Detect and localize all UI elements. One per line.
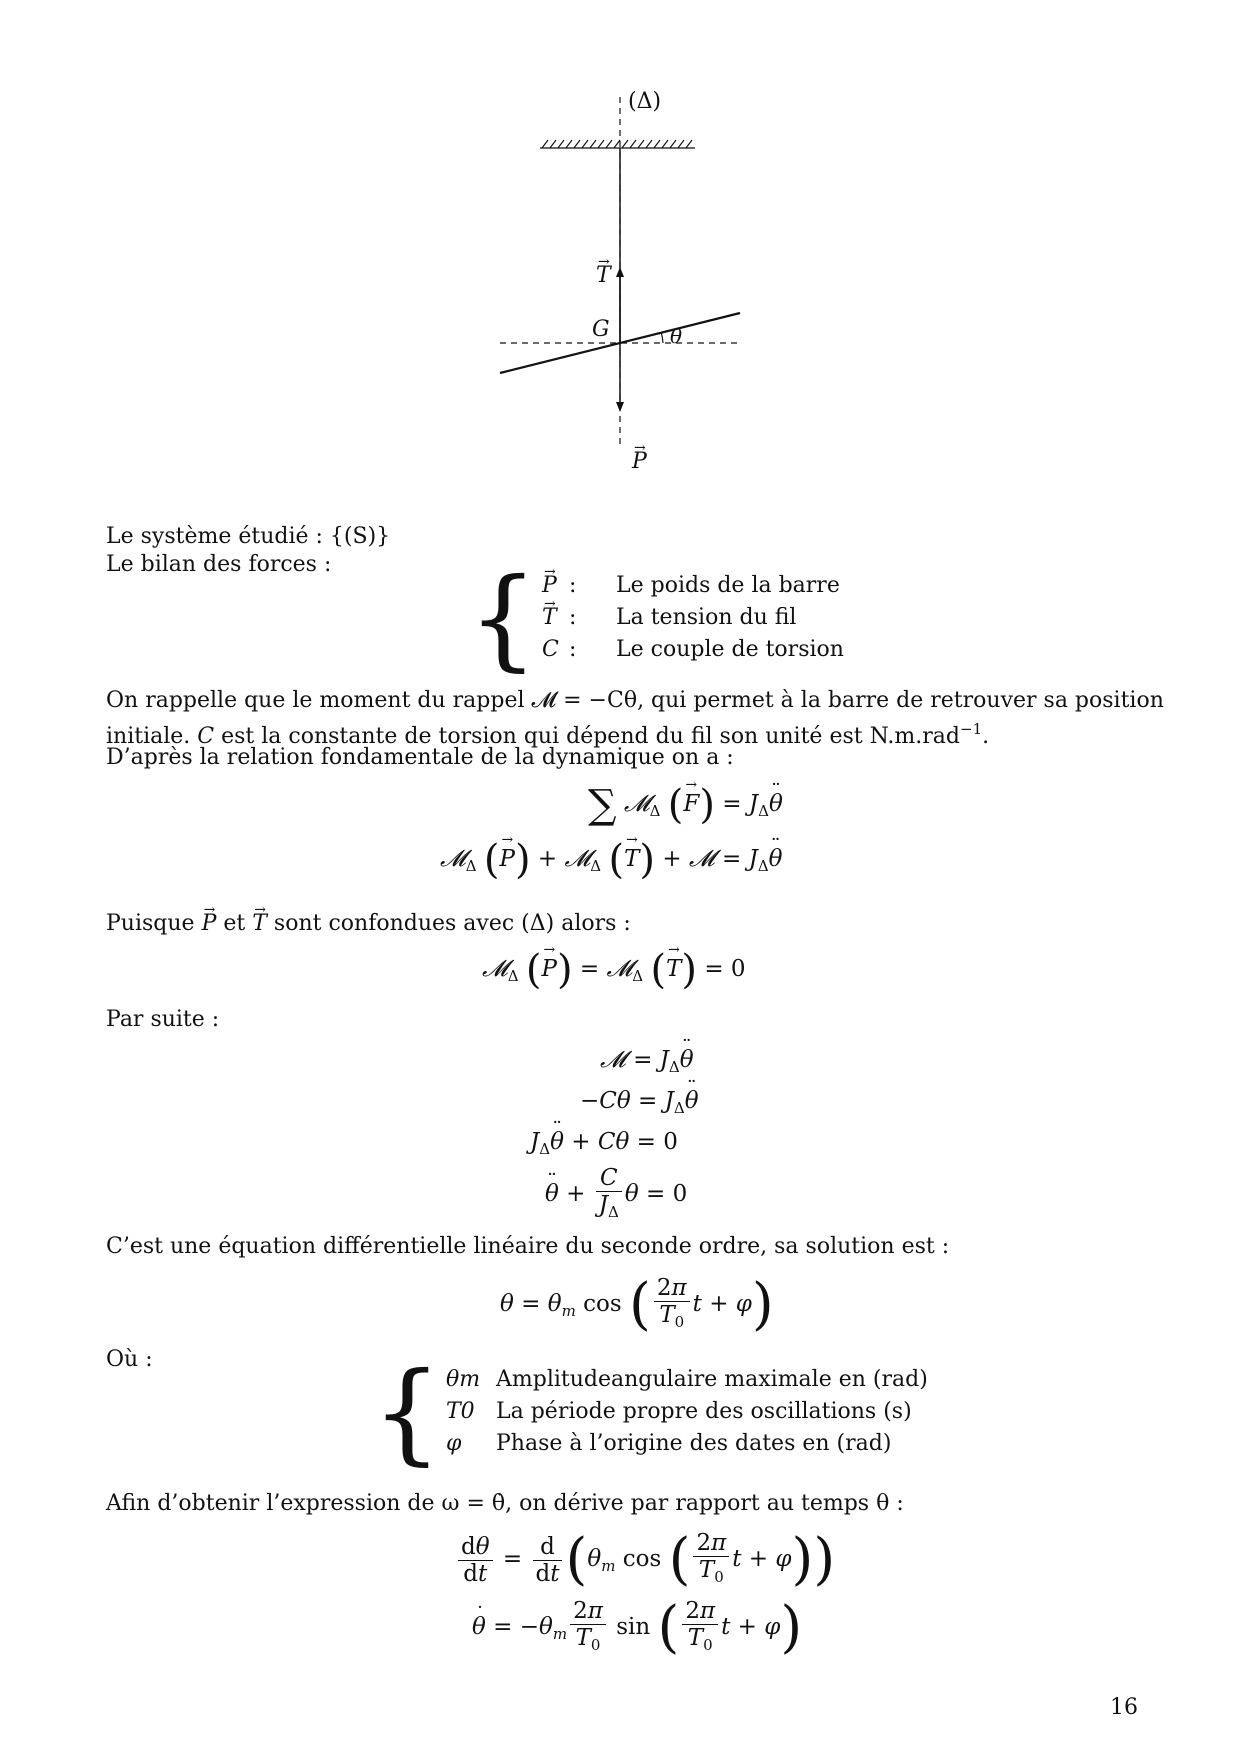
eq-derivation-4: ¨ θ + $\frac{C}{J_\Delta}$ θ = 0 [545,1165,687,1225]
eq-derivation-2: $-C\theta = J_\Delta¨$ θ [580,1088,699,1117]
axis-label: (Δ) [628,89,662,114]
rfd-text: D’après la relation fondamentale de la dynamique on a : [106,745,734,770]
ceiling-hatch [540,140,695,148]
derive-text: Afin d’obtenir l’expression de ω = θ̇, on dérive par rapport au temps θ : [106,1491,904,1516]
force-row: → P : Le poids de la barre [542,570,844,602]
equation-moments-zero: 𝓜$_\Delta$ (→ P) = 𝓜$_\Delta$ (→ T) = 0 [482,955,746,985]
weight-label: → P [632,448,647,476]
recall-text: On rappelle que le moment du rappel 𝓜 = −Cθ, qui permet à la barre de retrouver sa position [106,688,1164,713]
equation-solution: $\theta = \theta_m$ cos ( $\frac{2\pi}{T_0}$ t + φ) [500,1272,774,1337]
eq-derivation-3: $J_\Delta¨$ θ + Cθ = 0 [530,1129,678,1158]
param-row: φ Phase à l’origine des dates en (rad) [446,1431,892,1456]
equation-derivative-1: $\frac{d\theta}{dt}$ = $\frac{d}{dt}$ ($\theta_m$ cos ( $\frac{2\pi}{T_0}$ t + φ)) [455,1530,835,1590]
equation-moments-sum: 𝓜$_\Delta$ (→ P) + 𝓜$_\Delta$ (→ T) + 𝓜 = $J_\Delta¨$ θ [440,845,783,875]
diff-eq-text: C’est une équation différentielle linéaire du seconde ordre, sa solution est : [106,1234,950,1259]
weight-arrowhead [616,402,624,412]
g-label: G [592,317,610,342]
constant-text: initiale. C est la constante de torsion qui dépend du fil son unité est N.m.rad$^{-1}$. [106,720,990,749]
torsion-pendulum-figure [480,85,760,455]
tension-arrowhead [616,267,624,277]
page-number: 16 [1110,1695,1138,1720]
left-brace: { [468,554,538,682]
since-text: Puisque → P et → T sont confondues avec (Δ) alors : [106,910,631,938]
equation-sum-moments: ∑ 𝓜$_\Delta$ (→ $F) = J_\Delta¨$ θ [588,790,783,820]
theta-label: θ [670,324,683,348]
consequently-text: Par suite : [106,1007,220,1032]
theta-arc [661,332,663,343]
forces-intro: Le bilan des forces : [106,552,332,577]
forces-list [468,554,844,682]
force-row: → T : La tension du fil [542,602,844,634]
equation-derivative-2: ˙ $\theta = -\theta_m$ $\frac{2\pi}{T_0}$ sin ( $\frac{2\pi}{T_0}$ t + φ) [472,1598,802,1658]
where-text: Où : [106,1347,153,1372]
force-row: C : Le couple de torsion [542,637,844,662]
tension-label: → T [596,262,611,290]
param-row: θm Amplitudeangulaire maximale en (rad) [446,1367,928,1392]
params-list [372,1348,928,1476]
left-brace: { [372,1348,442,1476]
param-row: T0 La période propre des oscillations (s) [446,1399,912,1424]
eq-derivation-1: 𝓜 = $J_\Delta¨$ θ [600,1047,694,1076]
system-text: Le système étudié : {(S)} [106,524,391,549]
